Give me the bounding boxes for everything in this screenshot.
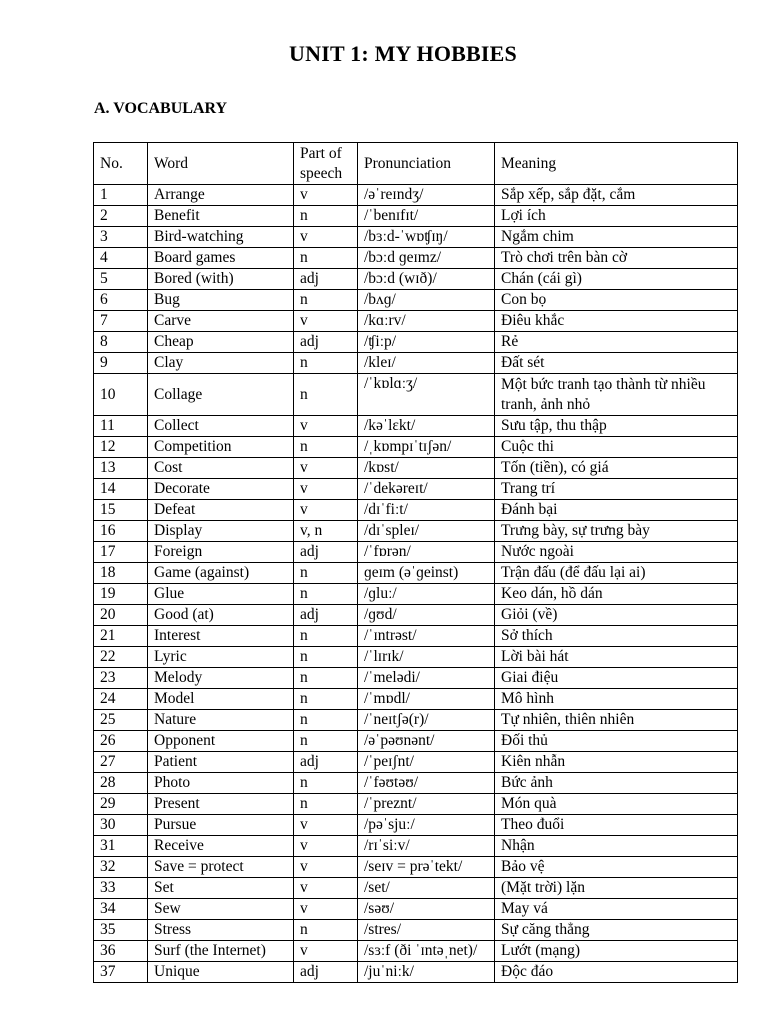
cell-part-of-speech: adj (294, 269, 358, 290)
cell-part-of-speech: v (294, 899, 358, 920)
cell-word: Opponent (148, 731, 294, 752)
cell-pronunciation: /bɔːd (wɪð)/ (358, 269, 495, 290)
cell-meaning: May vá (495, 899, 738, 920)
cell-pronunciation: /kleɪ/ (358, 353, 495, 374)
cell-meaning: Sự căng thẳng (495, 920, 738, 941)
table-row (94, 353, 738, 374)
cell-part-of-speech: n (294, 290, 358, 311)
cell-meaning: Theo đuổi (495, 815, 738, 836)
cell-part-of-speech: n (294, 374, 358, 416)
cell-meaning: (Mặt trời) lặn (495, 878, 738, 899)
cell-part-of-speech: adj (294, 332, 358, 353)
cell-word: Receive (148, 836, 294, 857)
cell-part-of-speech: v (294, 311, 358, 332)
cell-meaning: Độc đáo (495, 962, 738, 983)
cell-pronunciation: /ˈneɪtʃə(r)/ (358, 710, 495, 731)
cell-part-of-speech: n (294, 437, 358, 458)
cell-word: Game (against) (148, 563, 294, 584)
cell-part-of-speech: n (294, 206, 358, 227)
cell-pronunciation: /stres/ (358, 920, 495, 941)
cell-word: Nature (148, 710, 294, 731)
cell-pronunciation: /ˈmelədi/ (358, 668, 495, 689)
cell-part-of-speech: n (294, 584, 358, 605)
table-row (94, 563, 738, 584)
cell-word: Collage (148, 374, 294, 416)
cell-meaning: Một bức tranh tạo thành từ nhiều tranh, ảnh nhỏ (495, 374, 738, 416)
table-row (94, 269, 738, 290)
cell-pronunciation: /juˈniːk/ (358, 962, 495, 983)
cell-no: 19 (94, 584, 148, 605)
table-row (94, 206, 738, 227)
page-title: UNIT 1: MY HOBBIES (289, 41, 517, 66)
cell-no: 24 (94, 689, 148, 710)
cell-meaning: Rẻ (495, 332, 738, 353)
cell-word: Unique (148, 962, 294, 983)
cell-pronunciation: /ʧiːp/ (358, 332, 495, 353)
cell-word: Model (148, 689, 294, 710)
table-row (94, 500, 738, 521)
cell-meaning: Tốn (tiền), có giá (495, 458, 738, 479)
cell-pronunciation: /ˈfɒrən/ (358, 542, 495, 563)
cell-pronunciation: /ˈkɒlɑːʒ/ (358, 374, 495, 416)
cell-pronunciation: /kəˈlɛkt/ (358, 416, 495, 437)
cell-pronunciation: /əˈreɪndʒ/ (358, 185, 495, 206)
table-row (94, 626, 738, 647)
table-row (94, 836, 738, 857)
header-meaning: Meaning (495, 143, 738, 185)
cell-part-of-speech: n (294, 689, 358, 710)
cell-no: 25 (94, 710, 148, 731)
cell-part-of-speech: n (294, 647, 358, 668)
cell-no: 6 (94, 290, 148, 311)
cell-part-of-speech: v (294, 227, 358, 248)
cell-pronunciation: /ˈfəʊtəʊ/ (358, 773, 495, 794)
cell-word: Patient (148, 752, 294, 773)
cell-no: 29 (94, 794, 148, 815)
cell-meaning: Bảo vệ (495, 857, 738, 878)
cell-no: 18 (94, 563, 148, 584)
table-row (94, 290, 738, 311)
cell-meaning: Điêu khắc (495, 311, 738, 332)
cell-word: Display (148, 521, 294, 542)
cell-pronunciation: /əˈpəʊnənt/ (358, 731, 495, 752)
cell-part-of-speech: n (294, 731, 358, 752)
cell-no: 4 (94, 248, 148, 269)
cell-no: 22 (94, 647, 148, 668)
table-row (94, 584, 738, 605)
cell-word: Stress (148, 920, 294, 941)
cell-part-of-speech: n (294, 920, 358, 941)
cell-no: 37 (94, 962, 148, 983)
table-row (94, 689, 738, 710)
table-row (94, 941, 738, 962)
cell-pronunciation: /set/ (358, 878, 495, 899)
cell-word: Melody (148, 668, 294, 689)
header-word: Word (148, 143, 294, 185)
table-row (94, 878, 738, 899)
cell-word: Bug (148, 290, 294, 311)
cell-pronunciation: /səʊ/ (358, 899, 495, 920)
cell-part-of-speech: v (294, 416, 358, 437)
cell-no: 15 (94, 500, 148, 521)
cell-pronunciation: /kɒst/ (358, 458, 495, 479)
table-row (94, 374, 738, 416)
cell-no: 11 (94, 416, 148, 437)
cell-meaning: Giỏi (về) (495, 605, 738, 626)
cell-pronunciation: /ɡʊd/ (358, 605, 495, 626)
cell-meaning: Kiên nhẫn (495, 752, 738, 773)
table-row (94, 311, 738, 332)
table-row (94, 542, 738, 563)
cell-part-of-speech: v (294, 941, 358, 962)
cell-meaning: Đánh bại (495, 500, 738, 521)
cell-part-of-speech: v (294, 878, 358, 899)
table-body (94, 185, 738, 983)
cell-pronunciation: /bɜːd-ˈwɒʧɪŋ/ (358, 227, 495, 248)
cell-part-of-speech: v (294, 500, 358, 521)
cell-part-of-speech: v (294, 458, 358, 479)
cell-meaning: Trang trí (495, 479, 738, 500)
cell-no: 26 (94, 731, 148, 752)
cell-meaning: Chán (cái gì) (495, 269, 738, 290)
cell-no: 33 (94, 878, 148, 899)
cell-word: Arrange (148, 185, 294, 206)
cell-part-of-speech: v (294, 815, 358, 836)
cell-no: 8 (94, 332, 148, 353)
table-row (94, 731, 738, 752)
cell-part-of-speech: v, n (294, 521, 358, 542)
cell-word: Board games (148, 248, 294, 269)
cell-no: 36 (94, 941, 148, 962)
vocabulary-table (93, 142, 738, 983)
cell-meaning: Trận đấu (để đấu lại ai) (495, 563, 738, 584)
section-heading: A. VOCABULARY (94, 100, 228, 117)
cell-meaning: Sưu tập, thu thập (495, 416, 738, 437)
cell-no: 2 (94, 206, 148, 227)
cell-meaning: Cuộc thi (495, 437, 738, 458)
cell-no: 5 (94, 269, 148, 290)
table-row (94, 416, 738, 437)
table-row (94, 710, 738, 731)
table-row (94, 773, 738, 794)
table-row (94, 815, 738, 836)
cell-word: Bored (with) (148, 269, 294, 290)
cell-no: 28 (94, 773, 148, 794)
cell-part-of-speech: n (294, 794, 358, 815)
cell-no: 30 (94, 815, 148, 836)
cell-word: Sew (148, 899, 294, 920)
header-pronunciation: Pronunciation (358, 143, 495, 185)
cell-word: Photo (148, 773, 294, 794)
cell-pronunciation: /rɪˈsiːv/ (358, 836, 495, 857)
cell-no: 31 (94, 836, 148, 857)
cell-no: 10 (94, 374, 148, 416)
cell-no: 7 (94, 311, 148, 332)
cell-meaning: Lợi ích (495, 206, 738, 227)
cell-part-of-speech: n (294, 563, 358, 584)
cell-part-of-speech: v (294, 836, 358, 857)
table-row (94, 605, 738, 626)
table-row (94, 521, 738, 542)
cell-pronunciation: /kɑːrv/ (358, 311, 495, 332)
cell-part-of-speech: v (294, 185, 358, 206)
table-row (94, 185, 738, 206)
header-part-of-speech: Part of speech (294, 143, 358, 185)
table-row (94, 920, 738, 941)
cell-meaning: Ngắm chim (495, 227, 738, 248)
table-row (94, 479, 738, 500)
cell-meaning: Bức ảnh (495, 773, 738, 794)
cell-word: Save = protect (148, 857, 294, 878)
cell-meaning: Trò chơi trên bàn cờ (495, 248, 738, 269)
cell-pronunciation: /ˈlɪrɪk/ (358, 647, 495, 668)
cell-word: Interest (148, 626, 294, 647)
cell-part-of-speech: n (294, 626, 358, 647)
cell-no: 1 (94, 185, 148, 206)
cell-meaning: Món quà (495, 794, 738, 815)
cell-meaning: Đối thủ (495, 731, 738, 752)
cell-no: 13 (94, 458, 148, 479)
cell-word: Competition (148, 437, 294, 458)
cell-part-of-speech: adj (294, 962, 358, 983)
table-row (94, 668, 738, 689)
cell-no: 21 (94, 626, 148, 647)
cell-pronunciation: /seɪv = prəˈtekt/ (358, 857, 495, 878)
cell-meaning: Trưng bày, sự trưng bày (495, 521, 738, 542)
cell-meaning: Lời bài hát (495, 647, 738, 668)
header-no: No. (94, 143, 148, 185)
cell-pronunciation: /sɜːf (ði ˈɪntəˌnet)/ (358, 941, 495, 962)
cell-meaning: Nhận (495, 836, 738, 857)
cell-part-of-speech: n (294, 668, 358, 689)
cell-meaning: Tự nhiên, thiên nhiên (495, 710, 738, 731)
cell-meaning: Con bọ (495, 290, 738, 311)
table-row (94, 752, 738, 773)
cell-pronunciation: /ˌkɒmpɪˈtɪʃən/ (358, 437, 495, 458)
cell-pronunciation: /ˈbenɪfɪt/ (358, 206, 495, 227)
cell-meaning: Nước ngoài (495, 542, 738, 563)
cell-meaning: Keo dán, hồ dán (495, 584, 738, 605)
cell-part-of-speech: v (294, 479, 358, 500)
cell-meaning: Mô hình (495, 689, 738, 710)
cell-part-of-speech: n (294, 248, 358, 269)
cell-word: Present (148, 794, 294, 815)
cell-meaning: Giai điệu (495, 668, 738, 689)
cell-pronunciation: ɡeɪm (əˈɡeinst) (358, 563, 495, 584)
cell-part-of-speech: adj (294, 542, 358, 563)
cell-pronunciation: /pəˈsjuː/ (358, 815, 495, 836)
cell-no: 32 (94, 857, 148, 878)
cell-no: 16 (94, 521, 148, 542)
cell-meaning: Sở thích (495, 626, 738, 647)
cell-no: 3 (94, 227, 148, 248)
cell-part-of-speech: v (294, 857, 358, 878)
cell-pronunciation: /ˈmɒdl/ (358, 689, 495, 710)
table-header-row (94, 143, 738, 185)
table-row (94, 962, 738, 983)
cell-part-of-speech: n (294, 353, 358, 374)
cell-no: 27 (94, 752, 148, 773)
table-row (94, 794, 738, 815)
table-row (94, 458, 738, 479)
cell-part-of-speech: adj (294, 605, 358, 626)
cell-pronunciation: /dɪˈspleɪ/ (358, 521, 495, 542)
cell-pronunciation: /ˈɪntrəst/ (358, 626, 495, 647)
cell-word: Surf (the Internet) (148, 941, 294, 962)
cell-no: 20 (94, 605, 148, 626)
cell-no: 14 (94, 479, 148, 500)
cell-no: 23 (94, 668, 148, 689)
table-row (94, 647, 738, 668)
cell-word: Cheap (148, 332, 294, 353)
cell-no: 12 (94, 437, 148, 458)
table-row (94, 899, 738, 920)
cell-no: 34 (94, 899, 148, 920)
cell-pronunciation: /ˈpreznt/ (358, 794, 495, 815)
cell-no: 9 (94, 353, 148, 374)
cell-no: 17 (94, 542, 148, 563)
cell-word: Defeat (148, 500, 294, 521)
cell-word: Lyric (148, 647, 294, 668)
cell-pronunciation: /ɡluː/ (358, 584, 495, 605)
cell-word: Cost (148, 458, 294, 479)
cell-pronunciation: /bɔːd ɡeɪmz/ (358, 248, 495, 269)
cell-word: Collect (148, 416, 294, 437)
cell-word: Pursue (148, 815, 294, 836)
cell-meaning: Sắp xếp, sắp đặt, cắm (495, 185, 738, 206)
cell-part-of-speech: n (294, 773, 358, 794)
cell-word: Decorate (148, 479, 294, 500)
table-row (94, 332, 738, 353)
cell-pronunciation: /ˈpeɪʃnt/ (358, 752, 495, 773)
table-row (94, 227, 738, 248)
cell-no: 35 (94, 920, 148, 941)
cell-part-of-speech: adj (294, 752, 358, 773)
cell-part-of-speech: n (294, 710, 358, 731)
cell-meaning: Lướt (mạng) (495, 941, 738, 962)
table-row (94, 437, 738, 458)
cell-pronunciation: /dɪˈfiːt/ (358, 500, 495, 521)
cell-word: Set (148, 878, 294, 899)
table-row (94, 248, 738, 269)
cell-pronunciation: /ˈdekəreɪt/ (358, 479, 495, 500)
cell-pronunciation: /bʌɡ/ (358, 290, 495, 311)
cell-word: Foreign (148, 542, 294, 563)
cell-meaning: Đất sét (495, 353, 738, 374)
cell-word: Carve (148, 311, 294, 332)
table-row (94, 857, 738, 878)
cell-word: Benefit (148, 206, 294, 227)
cell-word: Good (at) (148, 605, 294, 626)
cell-word: Bird-watching (148, 227, 294, 248)
cell-word: Clay (148, 353, 294, 374)
cell-word: Glue (148, 584, 294, 605)
